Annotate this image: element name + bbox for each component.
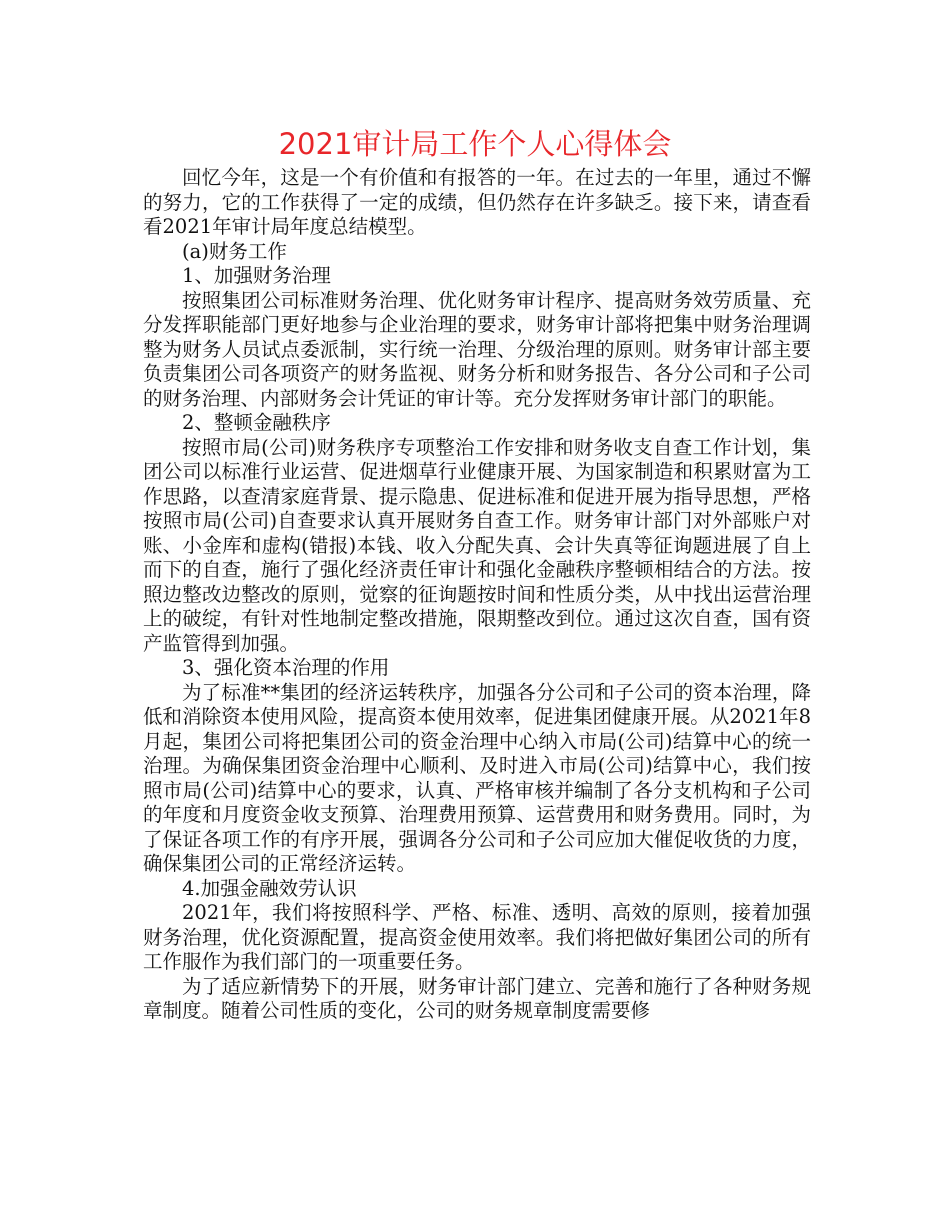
page-title: 2021审计局工作个人心得体会 bbox=[278, 127, 672, 161]
subsection-heading: 1、加强财务治理 bbox=[182, 264, 331, 287]
subsection-heading: 4.加强金融效劳认识 bbox=[182, 876, 357, 900]
subsection-heading: 2、整顿金融秩序 bbox=[182, 411, 331, 434]
paragraph: 为了适应新情势下的开展，财务审计部门建立、完善和施行了各种财务规章制度。随着公司性质的变化，公司的财务规章制度需要修 bbox=[143, 974, 811, 1022]
paragraph: 2021年，我们将按照科学、严格、标准、透明、高效的原则，接着加强财务治理，优化资源配置，提高资金使用效率。我们将把做好集团公司的所有工作服作为我们部门的一项重要任务。 bbox=[143, 901, 811, 973]
paragraph: 回忆今年，这是一个有价值和有报答的一年。在过去的一年里，通过不懈的努力，它的工作获得了一定的成绩，但仍然存在许多缺乏。接下来，请查看看2021年审计局年度总结模型。 bbox=[143, 166, 811, 238]
paragraph: 按照集团公司标准财务治理、优化财务审计程序、提高财务效劳质量、充分发挥职能部门更好地参与企业治理的要求，财务审计部将把集中财务治理调整为财务人员试点委派制，实行统一治理、分级治理的原则。财务审计部主要负责集团公司各项资产的财务监视、财务分析和财务报告、各分公司和子公司的财务治理、内部财务会计凭证的审计等。充分发挥财务审计部门的职能。 bbox=[143, 288, 811, 410]
paragraph: 为了标准**集团的经济运转秩序，加强各分公司和子公司的资本治理，降低和消除资本使用风险，提高资本使用效率，促进集团健康开展。从2021年8月起，集团公司将把集团公司的资金治理中心纳入市局(公司)结算中心的统一治理。为确保集团资金治理中心顺利、及时进入市局(公司)结算中心，我们按照市局(公司)结算中心的要求，认真、严格审核并编制了各分支机构和子公司的年度和月度资金收支预算、治理费用预算、运营费用和财务费用。同时，为了保证各项工作的有序开展，强调各分公司和子公司应加大催促收货的力度，确保集团公司的正常经济运转。 bbox=[143, 680, 811, 875]
paragraph: 按照市局(公司)财务秩序专项整治工作安排和财务收支自查工作计划，集团公司以标准行业运营、促进烟草行业健康开展、为国家制造和积累财富为工作思路，以查清家庭背景、提示隐患、促进标准和促进开展为指导思想，严格按照市局(公司)自查要求认真开展财务自查工作。财务审计部门对外部账户对账、小金库和虚构(错报)本钱、收入分配失真、会计失真等征询题进展了自上而下的自查，施行了强化经济责任审计和强化金融秩序整顿相结合的方法。按照边整改边整改的原则，觉察的征询题按时间和性质分类，从中找出运营治理上的破绽，有针对性地制定整改措施，限期整改到位。通过这次自查，国有资产监管得到加强。 bbox=[143, 435, 811, 655]
subsection-heading: 3、强化资本治理的作用 bbox=[182, 656, 390, 679]
section-heading: (a)财务工作 bbox=[182, 239, 287, 263]
document-body bbox=[143, 166, 811, 1024]
